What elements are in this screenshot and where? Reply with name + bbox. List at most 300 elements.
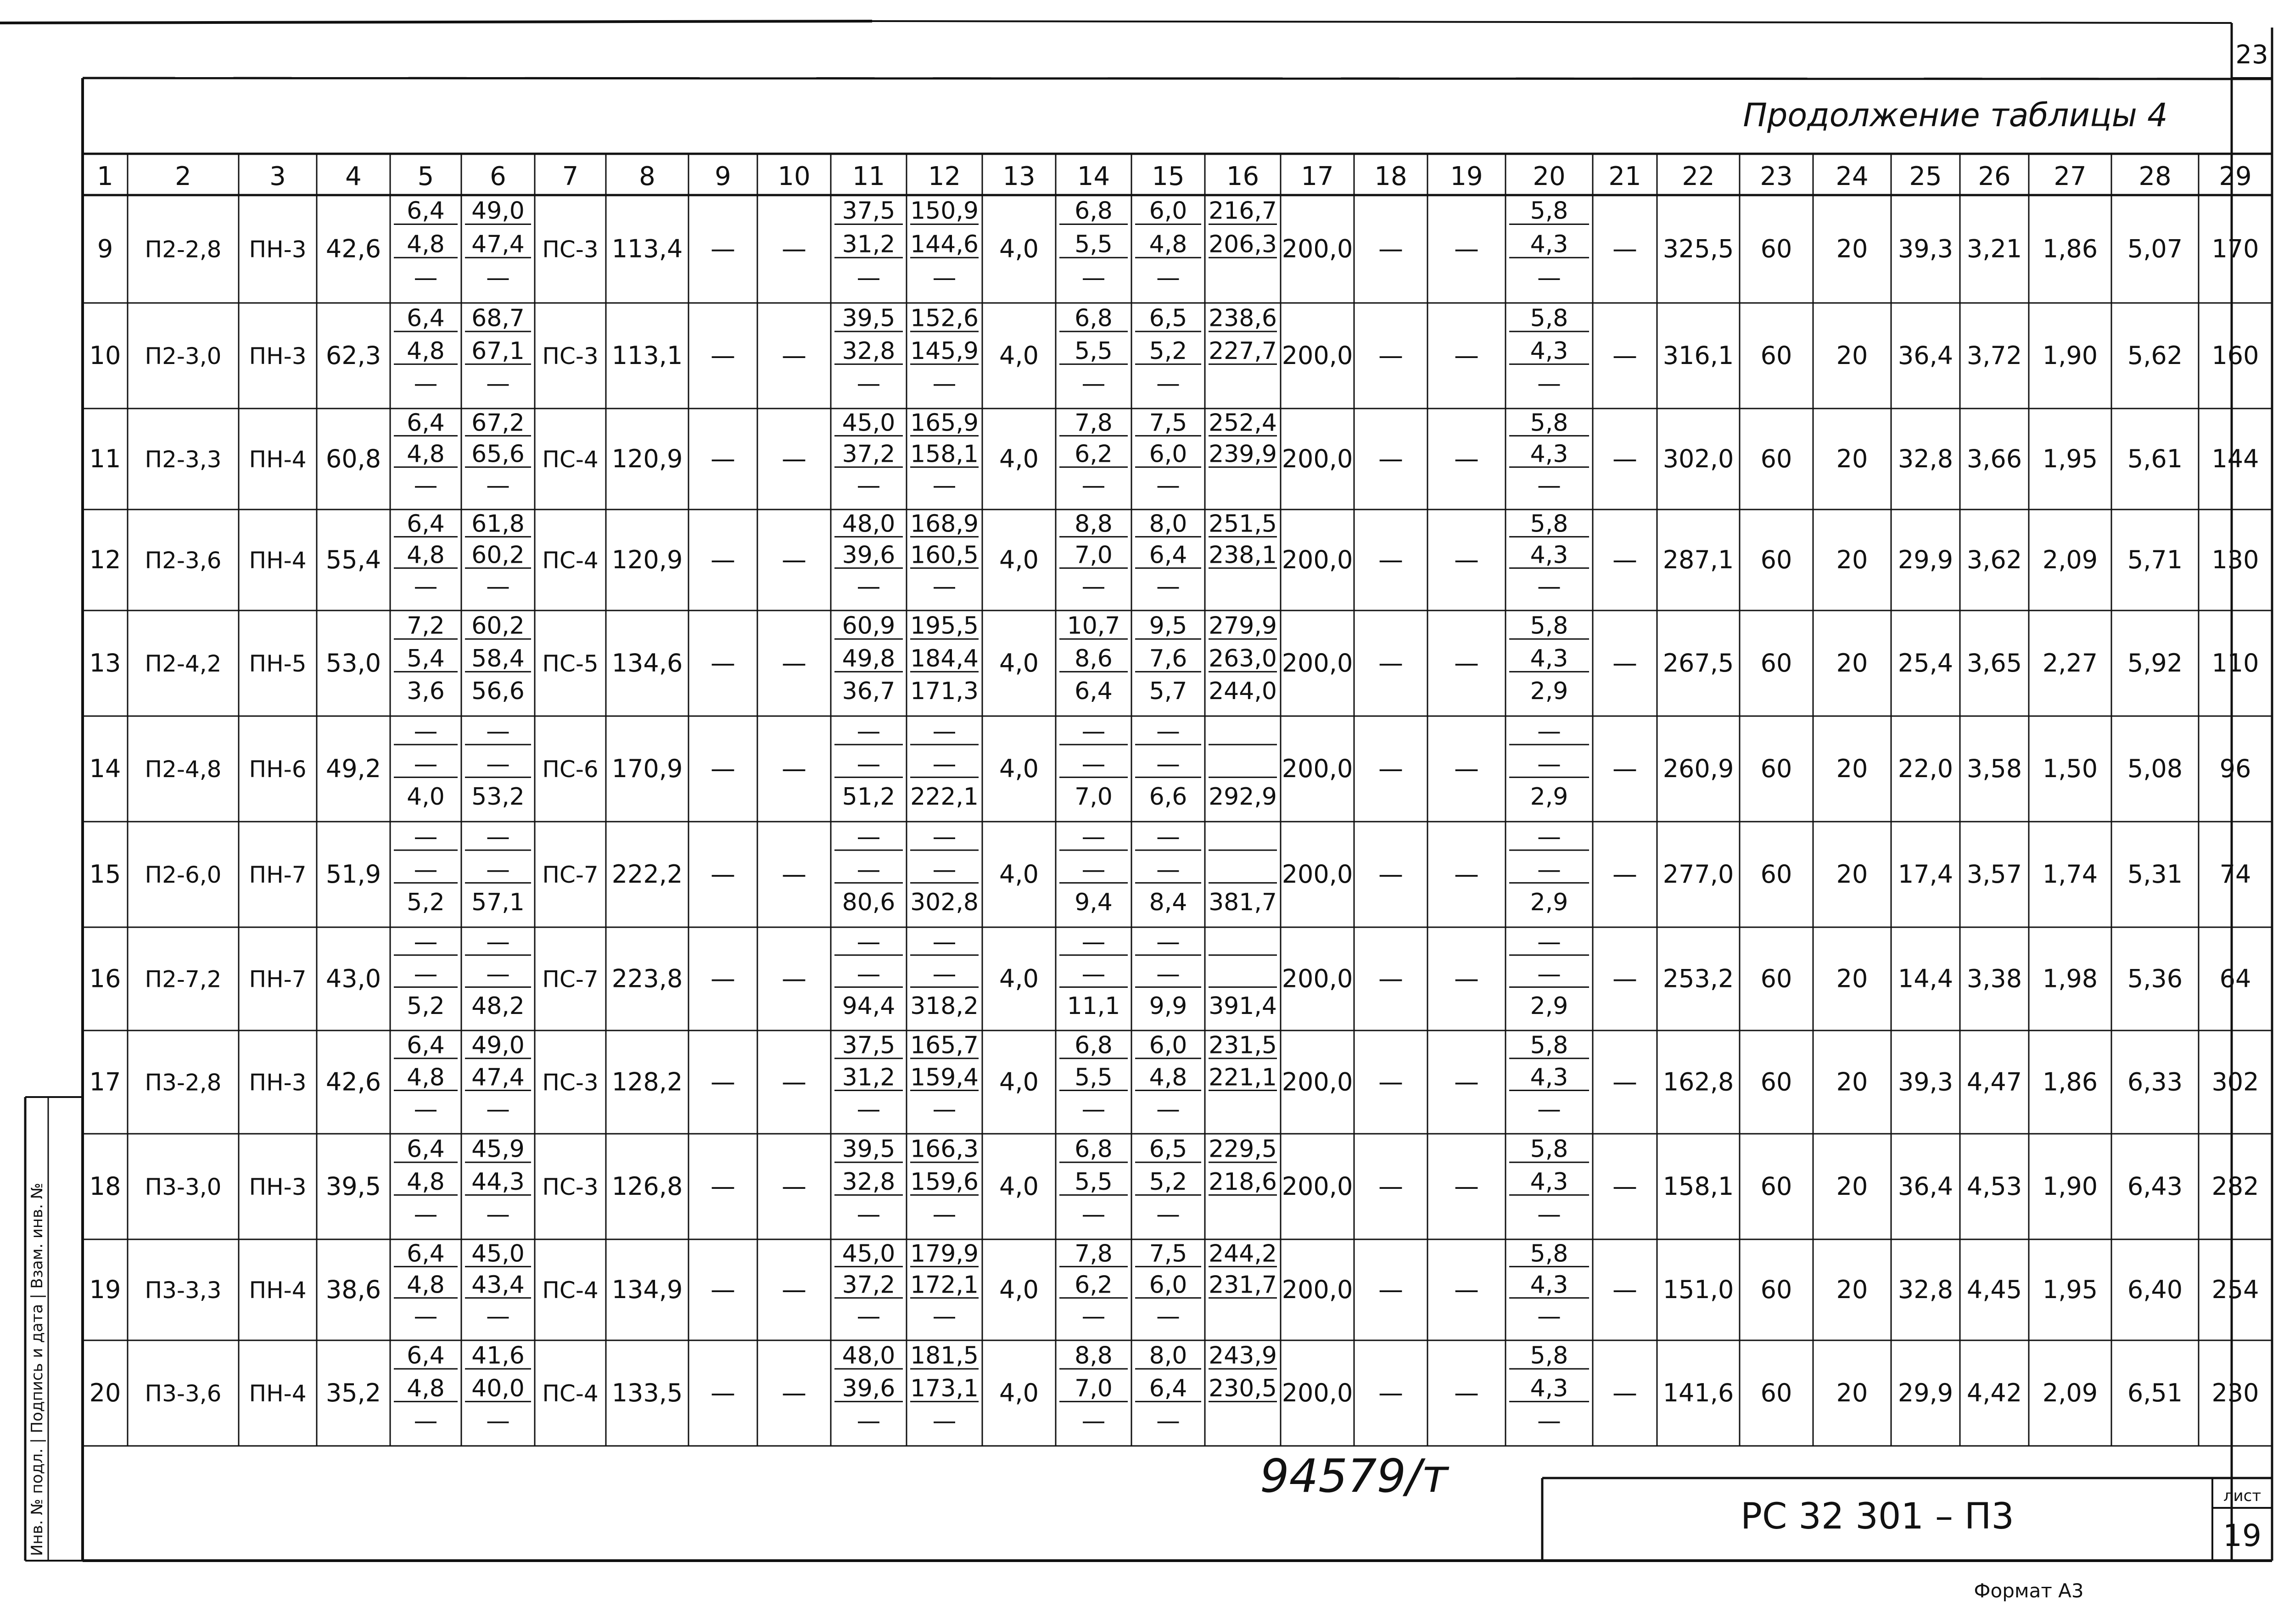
table-cell: 1,86: [2042, 234, 2098, 263]
table-cell: —: [711, 545, 735, 574]
table-subcell: —: [1537, 1302, 1561, 1330]
table-subcell: 171,3: [910, 678, 979, 706]
table-subcell: 165,9: [910, 409, 979, 437]
table-cell: 5,71: [2127, 545, 2183, 574]
table-subcell: —: [1537, 370, 1561, 398]
table-cell: 60: [1760, 649, 1792, 678]
table-subcell: 222,1: [910, 783, 979, 811]
table-subcell: —: [1156, 471, 1180, 499]
table-subcell: 160,5: [910, 541, 979, 569]
table-cell: —: [711, 860, 735, 889]
column-header: 27: [2054, 162, 2087, 191]
table-subcell: 37,2: [842, 440, 896, 468]
table-subcell: 6,5: [1149, 1135, 1187, 1163]
table-cell: 60: [1760, 1275, 1792, 1304]
table-subcell: 6,0: [1149, 1271, 1187, 1299]
table-subcell: 166,3: [910, 1135, 979, 1163]
table-subcell: 4,3: [1530, 230, 1568, 258]
table-subcell: —: [1156, 370, 1180, 398]
table-subcell: 6,0: [1149, 197, 1187, 225]
document-code: РС 32 301 – П3: [1740, 1496, 2015, 1537]
table-subcell: —: [414, 1096, 438, 1123]
table-subcell: 6,2: [1075, 440, 1113, 468]
table-subcell: 7,5: [1149, 409, 1187, 437]
table-cell: ПН-4: [249, 547, 307, 574]
table-subcell: 195,5: [910, 612, 979, 640]
table-subcell: 4,3: [1530, 440, 1568, 468]
table-subcell: —: [486, 572, 510, 600]
table-subcell: —: [856, 928, 881, 956]
table-cell: ПН-3: [249, 343, 307, 370]
table-subcell: 5,8: [1530, 1031, 1568, 1059]
table-cell: 6,40: [2127, 1275, 2183, 1304]
table-cell: 29,9: [1898, 545, 1954, 574]
table-subcell: 6,0: [1149, 1031, 1187, 1059]
table-subcell: —: [1537, 572, 1561, 600]
table-cell: П2-3,0: [145, 343, 222, 370]
table-subcell: 4,8: [407, 337, 445, 365]
table-subcell: 11,1: [1067, 992, 1120, 1020]
table-subcell: —: [486, 1407, 510, 1435]
table-subcell: —: [1156, 717, 1180, 745]
table-cell: —: [782, 1275, 806, 1304]
table-subcell: 231,5: [1209, 1031, 1277, 1059]
inventory-number: 94579/т: [1259, 1449, 1449, 1503]
table-subcell: 6,6: [1149, 783, 1187, 811]
table-subcell: —: [486, 960, 510, 988]
table-subcell: 39,5: [842, 304, 896, 332]
table-cell: 29,9: [1898, 1378, 1954, 1407]
table-subcell: 7,0: [1075, 541, 1113, 569]
table-cell: 25,4: [1898, 649, 1954, 678]
table-subcell: 2,9: [1530, 783, 1568, 811]
table-subcell: 5,8: [1530, 1342, 1568, 1370]
table-subcell: 230,5: [1209, 1374, 1277, 1402]
table-subcell: 37,2: [842, 1271, 896, 1299]
table-subcell: —: [1081, 750, 1106, 778]
table-subcell: —: [1156, 856, 1180, 884]
column-header: 20: [1533, 162, 1566, 191]
table-subcell: 216,7: [1209, 197, 1277, 225]
table-subcell: 4,8: [1149, 230, 1187, 258]
table-cell: 38,6: [325, 1275, 381, 1304]
table-subcell: 4,8: [407, 440, 445, 468]
table-cell: —: [1454, 234, 1479, 263]
table-cell: 6,33: [2127, 1067, 2183, 1097]
table-subcell: 47,4: [471, 230, 525, 258]
table-cell: 2,09: [2042, 545, 2098, 574]
table-subcell: —: [486, 750, 510, 778]
table-subcell: 80,6: [842, 889, 896, 917]
table-cell: 260,9: [1662, 754, 1734, 783]
table-cell: 4,0: [999, 444, 1039, 473]
row-number: 12: [89, 545, 121, 574]
table-subcell: 6,4: [1149, 1374, 1187, 1402]
table-cell: 200,0: [1282, 1067, 1353, 1097]
table-subcell: 60,9: [842, 612, 896, 640]
table-cell: 3,66: [1966, 444, 2022, 473]
table-cell: 3,72: [1966, 341, 2022, 370]
table-cell: 254: [2211, 1275, 2259, 1304]
table-subcell: —: [414, 960, 438, 988]
table-subcell: 6,0: [1149, 440, 1187, 468]
table-subcell: —: [1081, 572, 1106, 600]
table-cell: —: [782, 1067, 806, 1097]
table-subcell: 56,6: [471, 678, 525, 706]
table-subcell: 67,2: [471, 409, 525, 437]
table-subcell: 5,5: [1075, 337, 1113, 365]
column-header: 15: [1152, 162, 1185, 191]
table-cell: 4,47: [1966, 1067, 2022, 1097]
table-subcell: 7,0: [1075, 783, 1113, 811]
column-header: 14: [1077, 162, 1110, 191]
table-cell: 223,8: [611, 964, 683, 993]
table-cell: ПН-5: [249, 650, 307, 677]
table-cell: 170,9: [611, 754, 683, 783]
table-subcell: —: [932, 823, 957, 851]
table-cell: —: [711, 964, 735, 993]
table-cell: ПС-7: [542, 966, 599, 993]
table-subcell: 60,2: [471, 541, 525, 569]
table-cell: 302,0: [1662, 444, 1734, 473]
table-subcell: —: [856, 856, 881, 884]
table-subcell: —: [1081, 960, 1106, 988]
table-subcell: —: [932, 264, 957, 292]
table-cell: 200,0: [1282, 1172, 1353, 1201]
row-number: 10: [89, 341, 121, 370]
table-cell: 2,09: [2042, 1378, 2098, 1407]
table-subcell: —: [414, 471, 438, 499]
table-cell: —: [782, 754, 806, 783]
table-cell: 4,53: [1966, 1172, 2022, 1201]
table-cell: 20: [1836, 1067, 1868, 1097]
page-number: 23: [2235, 40, 2268, 70]
table-cell: 134,9: [611, 1275, 683, 1304]
table-subcell: 152,6: [910, 304, 979, 332]
table-subcell: —: [414, 750, 438, 778]
table-cell: —: [1454, 341, 1479, 370]
table-cell: 3,38: [1966, 964, 2022, 993]
table-cell: ПС-4: [542, 446, 599, 473]
table-cell: —: [711, 341, 735, 370]
table-cell: —: [782, 964, 806, 993]
column-header: 25: [1909, 162, 1942, 191]
table-subcell: 231,7: [1209, 1271, 1277, 1299]
table-cell: 4,0: [999, 1067, 1039, 1097]
table-subcell: 229,5: [1209, 1135, 1277, 1163]
table-cell: 3,65: [1966, 649, 2022, 678]
table-subcell: 5,4: [407, 644, 445, 672]
table-subcell: 48,0: [842, 510, 896, 538]
table-cell: 20: [1836, 1172, 1868, 1201]
table-subcell: 49,0: [471, 1031, 525, 1059]
table-subcell: —: [856, 1201, 881, 1229]
table-cell: —: [711, 649, 735, 678]
table-subcell: —: [486, 717, 510, 745]
table-cell: 230: [2211, 1378, 2259, 1407]
table-cell: 64: [2219, 964, 2251, 993]
table-subcell: 40,0: [471, 1374, 525, 1402]
table-cell: —: [1378, 649, 1403, 678]
table-subcell: 8,0: [1149, 1342, 1187, 1370]
table-subcell: —: [1537, 471, 1561, 499]
table-subcell: 2,9: [1530, 889, 1568, 917]
table-cell: П2-3,6: [145, 547, 222, 574]
table-cell: —: [1454, 964, 1479, 993]
table-subcell: 7,6: [1149, 644, 1187, 672]
table-cell: 120,9: [611, 444, 683, 473]
table-subcell: —: [856, 750, 881, 778]
table-subcell: 5,5: [1075, 1168, 1113, 1196]
table-cell: —: [1612, 1172, 1637, 1201]
table-subcell: 2,9: [1530, 678, 1568, 706]
table-subcell: 10,7: [1067, 612, 1120, 640]
table-cell: 4,0: [999, 1378, 1039, 1407]
table-cell: 60: [1760, 234, 1792, 263]
table-cell: П2-4,2: [145, 650, 222, 677]
table-cell: ПН-6: [249, 756, 307, 783]
table-cell: 170: [2211, 234, 2259, 263]
table-cell: 60: [1760, 1067, 1792, 1097]
row-number: 9: [97, 234, 113, 263]
column-header: 11: [852, 162, 885, 191]
column-header: 3: [269, 162, 286, 191]
table-subcell: —: [1156, 750, 1180, 778]
table-subcell: 45,0: [471, 1240, 525, 1268]
table-cell: —: [1612, 234, 1637, 263]
row-number: 18: [89, 1172, 121, 1201]
table-subcell: —: [486, 264, 510, 292]
table-subcell: 6,4: [1149, 541, 1187, 569]
table-cell: —: [711, 1067, 735, 1097]
table-subcell: —: [486, 856, 510, 884]
table-subcell: 5,8: [1530, 1135, 1568, 1163]
table-cell: 20: [1836, 1378, 1868, 1407]
column-header: 8: [639, 162, 655, 191]
column-header: 7: [562, 162, 579, 191]
table-subcell: —: [486, 370, 510, 398]
table-cell: 14,4: [1898, 964, 1954, 993]
table-subcell: 49,0: [471, 197, 525, 225]
table-subcell: —: [932, 717, 957, 745]
table-cell: 200,0: [1282, 341, 1353, 370]
table-cell: 200,0: [1282, 964, 1353, 993]
column-header: 9: [715, 162, 731, 191]
table-cell: —: [782, 341, 806, 370]
table-subcell: —: [414, 856, 438, 884]
table-cell: —: [711, 1275, 735, 1304]
table-subcell: —: [486, 471, 510, 499]
table-cell: 6,51: [2127, 1378, 2183, 1407]
table-cell: ПН-3: [249, 236, 307, 263]
table-cell: 316,1: [1662, 341, 1734, 370]
table-cell: 32,8: [1898, 1275, 1954, 1304]
table-subcell: 6,5: [1149, 304, 1187, 332]
table-subcell: —: [932, 370, 957, 398]
table-cell: 51,9: [325, 860, 381, 889]
table-cell: 200,0: [1282, 860, 1353, 889]
table-subcell: 39,6: [842, 541, 896, 569]
table-subcell: 159,4: [910, 1064, 979, 1092]
table-subcell: —: [1081, 717, 1106, 745]
column-header: 2: [175, 162, 191, 191]
table-subcell: 45,9: [471, 1135, 525, 1163]
table-cell: 282: [2211, 1172, 2259, 1201]
column-header: 17: [1301, 162, 1334, 191]
table-subcell: 302,8: [910, 889, 979, 917]
table-subcell: 5,5: [1075, 1064, 1113, 1092]
table-cell: 110: [2211, 649, 2259, 678]
table-subcell: 31,2: [842, 1064, 896, 1092]
table-subcell: 2,9: [1530, 992, 1568, 1020]
table-subcell: —: [1537, 717, 1561, 745]
table-title: Продолжение таблицы 4: [1743, 96, 2168, 134]
table-subcell: —: [856, 1302, 881, 1330]
table-cell: 158,1: [1662, 1172, 1734, 1201]
table-subcell: 206,3: [1209, 230, 1277, 258]
table-cell: —: [711, 444, 735, 473]
table-cell: 20: [1836, 1275, 1868, 1304]
table-cell: 20: [1836, 444, 1868, 473]
table-cell: 36,4: [1898, 1172, 1954, 1201]
table-subcell: 7,8: [1075, 409, 1113, 437]
table-subcell: 60,2: [471, 612, 525, 640]
table-cell: —: [1612, 860, 1637, 889]
table-subcell: 5,2: [407, 889, 445, 917]
table-subcell: —: [414, 823, 438, 851]
table-subcell: 5,2: [1149, 337, 1187, 365]
table-subcell: 36,7: [842, 678, 896, 706]
table-cell: —: [1612, 341, 1637, 370]
table-cell: 4,0: [999, 649, 1039, 678]
table-cell: 42,6: [325, 1067, 381, 1097]
table-subcell: 45,0: [842, 409, 896, 437]
column-header: 22: [1682, 162, 1715, 191]
table-cell: 5,92: [2127, 649, 2183, 678]
table-subcell: 9,9: [1149, 992, 1187, 1020]
table-subcell: 4,8: [407, 1064, 445, 1092]
table-subcell: 48,0: [842, 1342, 896, 1370]
table-subcell: 4,8: [407, 1271, 445, 1299]
table-subcell: —: [1081, 928, 1106, 956]
table-subcell: —: [1081, 1407, 1106, 1435]
table-subcell: 4,3: [1530, 644, 1568, 672]
table-subcell: —: [1156, 1407, 1180, 1435]
table-subcell: —: [486, 1302, 510, 1330]
table-cell: 96: [2219, 754, 2251, 783]
table-cell: 5,61: [2127, 444, 2183, 473]
table-subcell: —: [932, 928, 957, 956]
table-cell: —: [1378, 1378, 1403, 1407]
table-subcell: —: [1156, 1201, 1180, 1229]
table-subcell: 7,8: [1075, 1240, 1113, 1268]
table-subcell: 5,8: [1530, 1240, 1568, 1268]
table-subcell: 39,5: [842, 1135, 896, 1163]
table-subcell: —: [856, 960, 881, 988]
table-subcell: 263,0: [1209, 644, 1277, 672]
table-cell: ПС-3: [542, 1174, 599, 1200]
table-cell: 5,07: [2127, 234, 2183, 263]
table-subcell: 168,9: [910, 510, 979, 538]
table-subcell: —: [856, 823, 881, 851]
table-cell: 128,2: [611, 1067, 683, 1097]
table-subcell: —: [1537, 856, 1561, 884]
table-subcell: 6,4: [407, 1135, 445, 1163]
table-subcell: 6,4: [1075, 678, 1113, 706]
table-subcell: 150,9: [910, 197, 979, 225]
table-subcell: 5,8: [1530, 409, 1568, 437]
table-subcell: 381,7: [1209, 889, 1277, 917]
table-subcell: —: [1081, 856, 1106, 884]
table-subcell: 6,8: [1075, 1135, 1113, 1163]
table-cell: ПН-4: [249, 1277, 307, 1304]
table-cell: 113,1: [611, 341, 683, 370]
table-subcell: 4,8: [1149, 1064, 1187, 1092]
table-subcell: 158,1: [910, 440, 979, 468]
table-cell: 4,0: [999, 1275, 1039, 1304]
table-subcell: 244,2: [1209, 1240, 1277, 1268]
table-cell: 17,4: [1898, 860, 1954, 889]
table-cell: 4,0: [999, 1172, 1039, 1201]
table-subcell: —: [932, 1201, 957, 1229]
table-subcell: —: [1081, 1302, 1106, 1330]
table-subcell: —: [932, 960, 957, 988]
table-cell: ПН-4: [249, 1380, 307, 1407]
table-cell: 60: [1760, 1172, 1792, 1201]
table-subcell: 44,3: [471, 1168, 525, 1196]
table-cell: 200,0: [1282, 754, 1353, 783]
table-subcell: 6,8: [1075, 197, 1113, 225]
table-cell: 3,57: [1966, 860, 2022, 889]
table-subcell: 6,4: [407, 1342, 445, 1370]
table-cell: 60,8: [325, 444, 381, 473]
table-cell: ПН-7: [249, 862, 307, 888]
table-subcell: 3,6: [407, 678, 445, 706]
table-cell: —: [782, 649, 806, 678]
table-subcell: 159,6: [910, 1168, 979, 1196]
table-subcell: 5,8: [1530, 197, 1568, 225]
table-subcell: 94,4: [842, 992, 896, 1020]
table-subcell: —: [1156, 1096, 1180, 1123]
table-cell: 53,0: [325, 649, 381, 678]
table-subcell: 5,8: [1530, 612, 1568, 640]
table-cell: 74: [2219, 860, 2251, 889]
table-cell: 5,36: [2127, 964, 2183, 993]
table-cell: 39,3: [1898, 234, 1954, 263]
table-cell: 39,3: [1898, 1067, 1954, 1097]
table-cell: —: [1454, 545, 1479, 574]
table-subcell: 61,8: [471, 510, 525, 538]
table-subcell: 4,0: [407, 783, 445, 811]
table-subcell: 32,8: [842, 337, 896, 365]
table-subcell: 4,3: [1530, 1374, 1568, 1402]
table-cell: 5,62: [2127, 341, 2183, 370]
table-cell: ПС-7: [542, 862, 599, 888]
table-subcell: 6,4: [407, 409, 445, 437]
table-cell: 20: [1836, 649, 1868, 678]
table-subcell: 5,8: [1530, 510, 1568, 538]
table-cell: —: [1454, 649, 1479, 678]
table-cell: 253,2: [1662, 964, 1734, 993]
table-subcell: 6,4: [407, 197, 445, 225]
table-subcell: 9,4: [1075, 889, 1113, 917]
table-cell: —: [1454, 1378, 1479, 1407]
table-subcell: 43,4: [471, 1271, 525, 1299]
table-cell: —: [1454, 1067, 1479, 1097]
row-number: 13: [89, 649, 121, 678]
table-cell: 60: [1760, 1378, 1792, 1407]
table-cell: —: [1378, 234, 1403, 263]
